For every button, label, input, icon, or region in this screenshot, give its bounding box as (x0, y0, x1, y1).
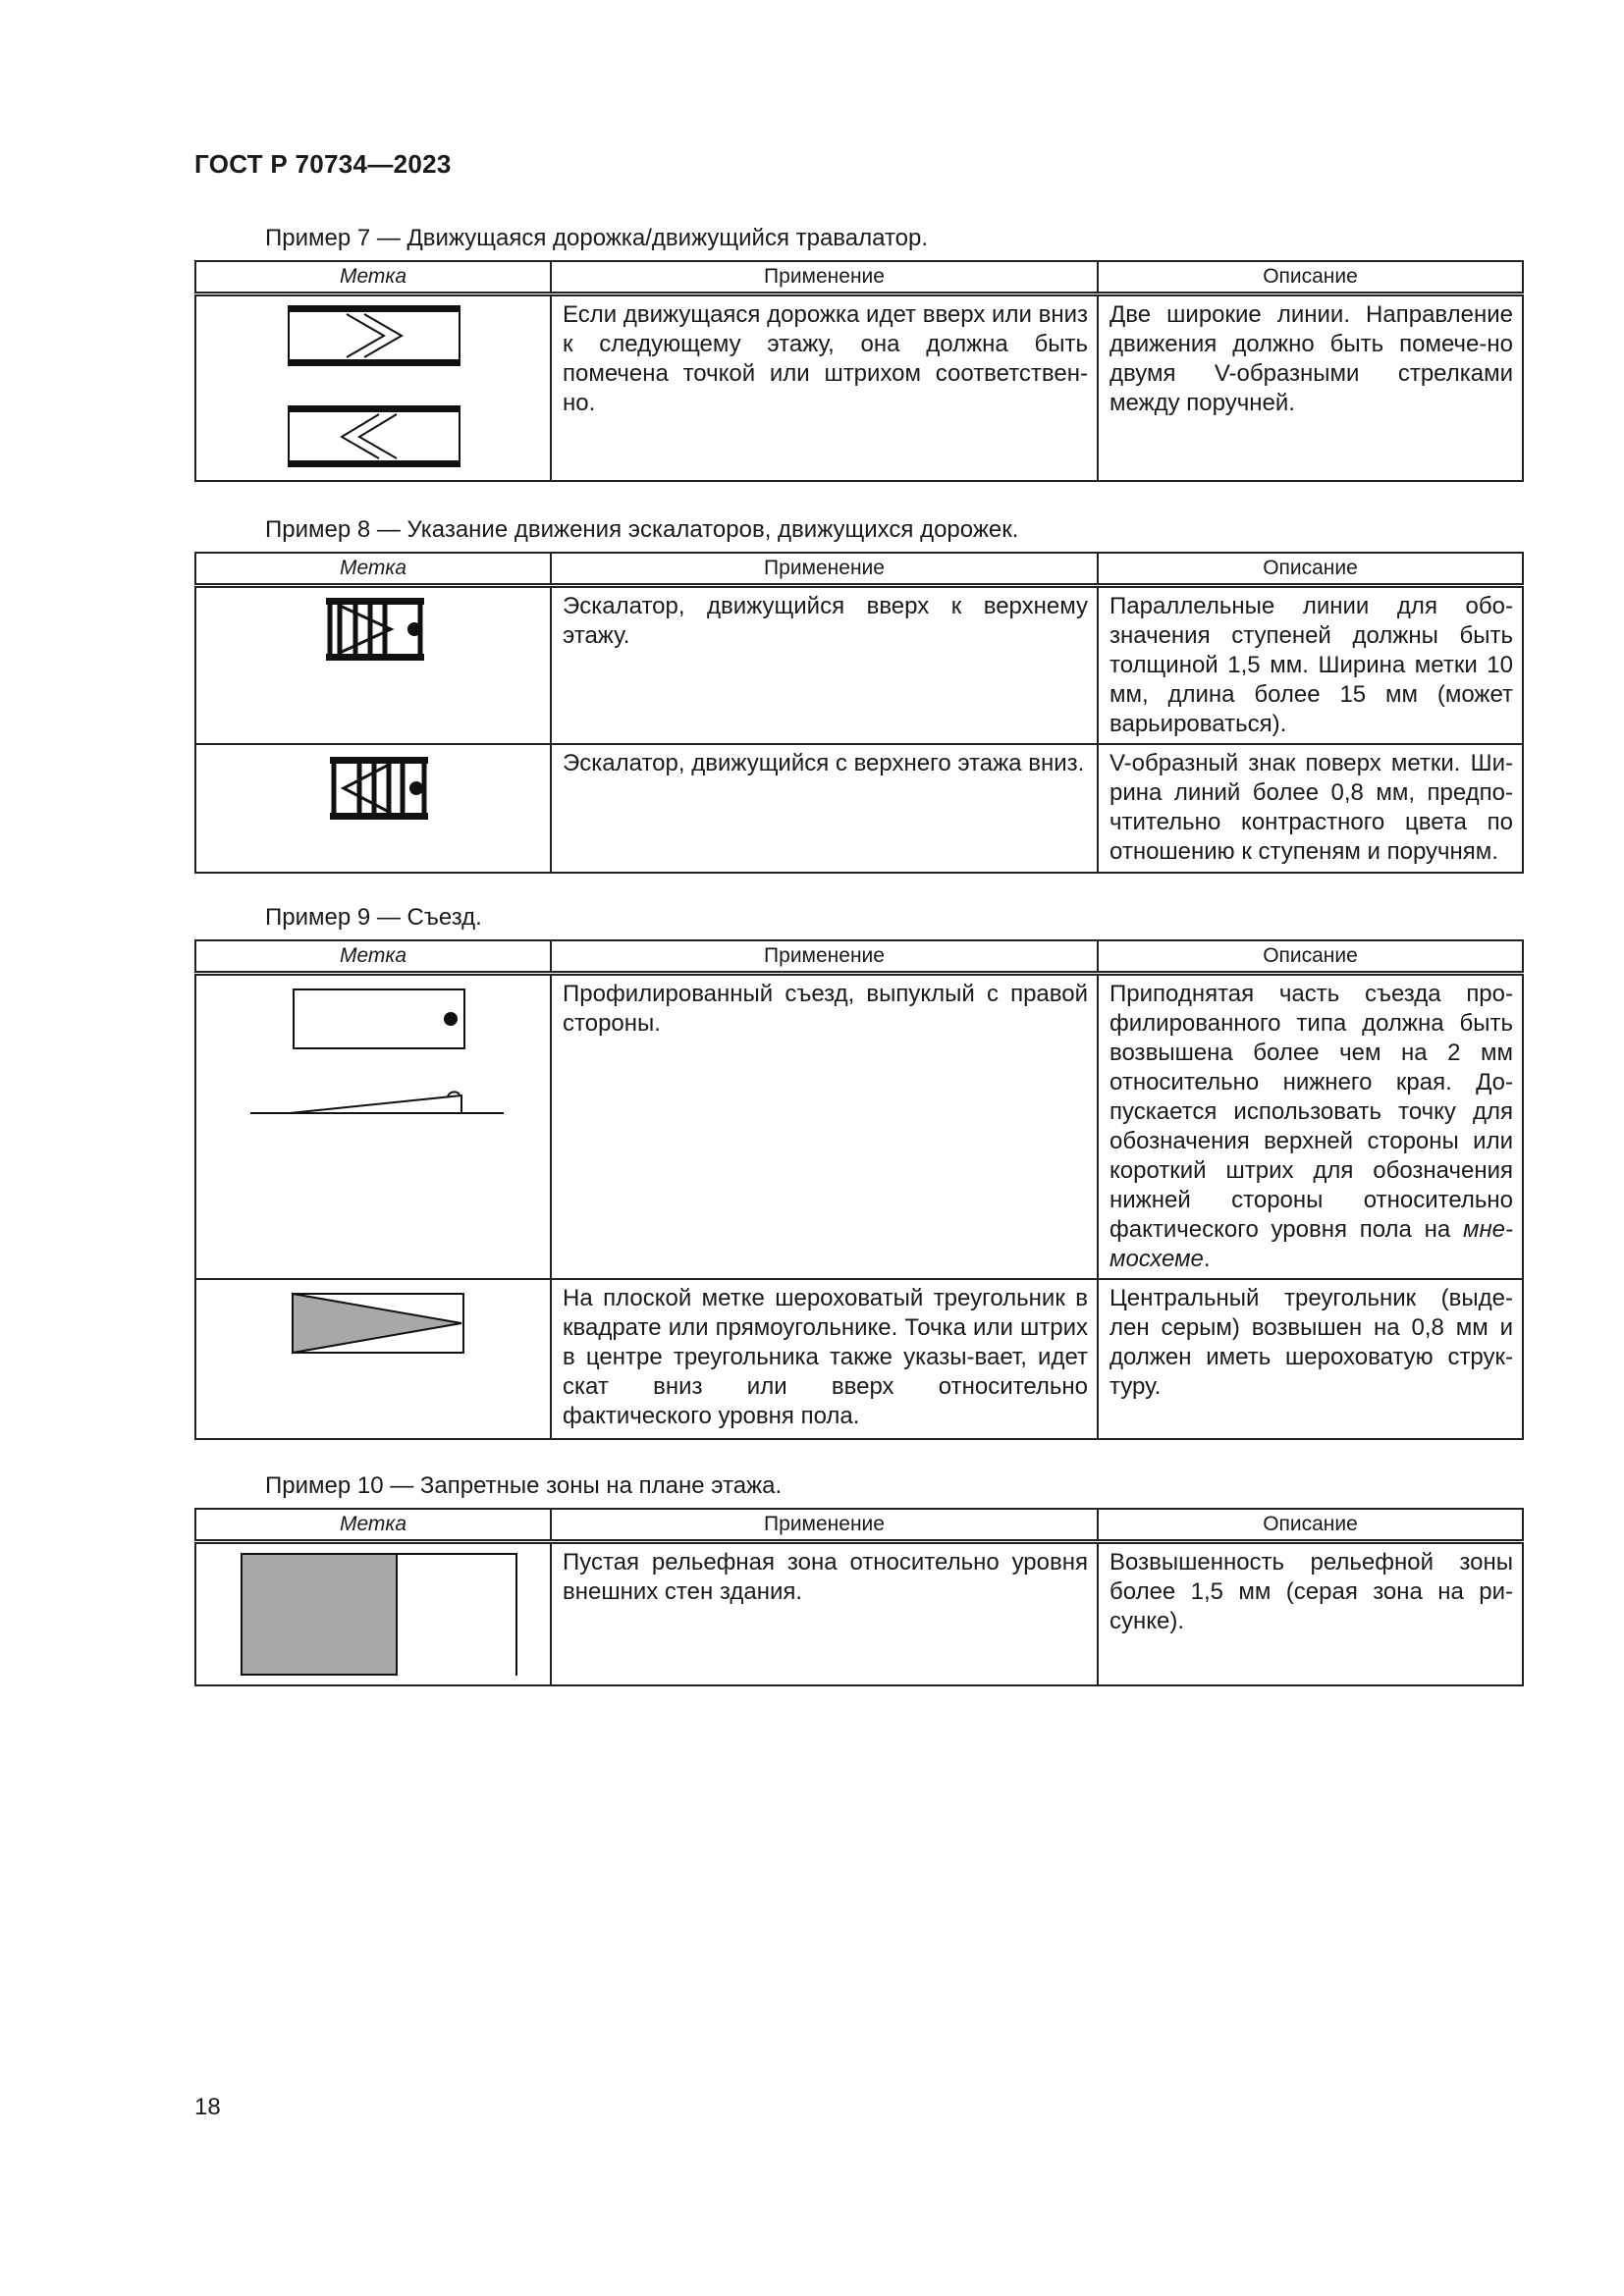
mark-cell (195, 1542, 551, 1685)
column-header-mark: Метка (195, 261, 551, 294)
escalator-down-icon (330, 757, 428, 820)
restricted-zone-icon (241, 1553, 525, 1677)
example8-caption: Пример 8 — Указание движения эскалаторов, движущихся дорожек. (265, 516, 1019, 543)
column-header-application: Применение (551, 940, 1098, 974)
description-cell: Параллельные линии для обо-значения ступеней должны быть толщиной 1,5 мм. Ширина метки 10 мм, длина более 15 мм (может варьироваться). (1098, 586, 1523, 745)
table-row (195, 744, 1523, 873)
column-header-application: Применение (551, 261, 1098, 294)
column-header-application: Применение (551, 1509, 1098, 1542)
table-row (195, 974, 1523, 1280)
flat-ramp-triangle-icon (291, 1292, 467, 1357)
column-header-application: Применение (551, 553, 1098, 586)
table-row (195, 294, 1523, 481)
table-row (195, 586, 1523, 745)
description-emphasis: мне-мосхеме (1110, 1216, 1513, 1272)
description-cell: Центральный треугольник (выде-лен серым) возвышен на 0,8 мм и должен иметь шероховатую струк-туру. (1098, 1279, 1523, 1439)
application-cell: На плоской метке шероховатый треугольник в квадрате или прямоугольнике. Точка или штрих в центре треугольника также указы-вает, идет скат вниз или вверх относительно фактического уровня пола. (551, 1279, 1098, 1439)
application-cell: Если движущаяся дорожка идет вверх или вниз к следующему этажу, она должна быть помечена точкой или штрихом соответствен-но. (551, 294, 1098, 481)
application-cell: Пустая рельефная зона относительно уровня внешних стен здания. (551, 1542, 1098, 1685)
mark-cell (195, 974, 551, 1280)
column-header-mark: Метка (195, 553, 551, 586)
mark-cell (195, 294, 551, 481)
column-header-description: Описание (1098, 261, 1523, 294)
profiled-ramp-icon (250, 988, 515, 1135)
mark-cell (195, 744, 551, 873)
travelator-up-icon (288, 305, 460, 366)
example7-caption: Пример 7 — Движущаяся дорожка/движущийся травалатор. (265, 225, 929, 251)
application-cell: Эскалатор, движущийся с верхнего этажа вниз. (551, 744, 1098, 873)
table-row (195, 1542, 1523, 1685)
mark-cell (195, 586, 551, 745)
example10-table (194, 1508, 1524, 1686)
column-header-description: Описание (1098, 940, 1523, 974)
mark-cell (195, 1279, 551, 1439)
description-cell (1098, 974, 1523, 1280)
example9-table (194, 939, 1524, 1440)
document-header: ГОСТ Р 70734—2023 (194, 149, 452, 179)
table-row (195, 1279, 1523, 1439)
example7-table (194, 260, 1524, 482)
description-cell: V-образный знак поверх метки. Ши-рина линий более 0,8 мм, предпо-чтительно контрастного цвета по отношению к ступеням и поручням. (1098, 744, 1523, 873)
column-header-description: Описание (1098, 553, 1523, 586)
escalator-up-icon (326, 598, 424, 661)
page-number: 18 (194, 2094, 221, 2120)
example8-table (194, 552, 1524, 874)
description-text: Приподнятая часть съезда про-филированного типа должна быть возвышена более чем на 2 мм относительно нижнего края. До-пускается использовать точку для обозначения верхней стороны или короткий штрих для обозначения нижней стороны относительно фактического уровня пола на (1110, 981, 1513, 1243)
application-cell: Эскалатор, движущийся вверх к верхнему этажу. (551, 586, 1098, 745)
travelator-icon (286, 305, 462, 477)
column-header-description: Описание (1098, 1509, 1523, 1542)
description-cell: Две широкие линии. Направление движения должно быть помече-но двумя V-образными стрелками между поручней. (1098, 294, 1523, 481)
description-end: . (1203, 1246, 1211, 1272)
column-header-mark: Метка (195, 1509, 551, 1542)
example9-caption: Пример 9 — Съезд. (265, 904, 482, 931)
example10-caption: Пример 10 — Запретные зоны на плане этажа. (265, 1472, 783, 1499)
application-cell: Профилированный съезд, выпуклый с правой стороны. (551, 974, 1098, 1280)
column-header-mark: Метка (195, 940, 551, 974)
travelator-down-icon (288, 405, 460, 467)
description-cell: Возвышенность рельефной зоны более 1,5 мм (серая зона на ри-сунке). (1098, 1542, 1523, 1685)
